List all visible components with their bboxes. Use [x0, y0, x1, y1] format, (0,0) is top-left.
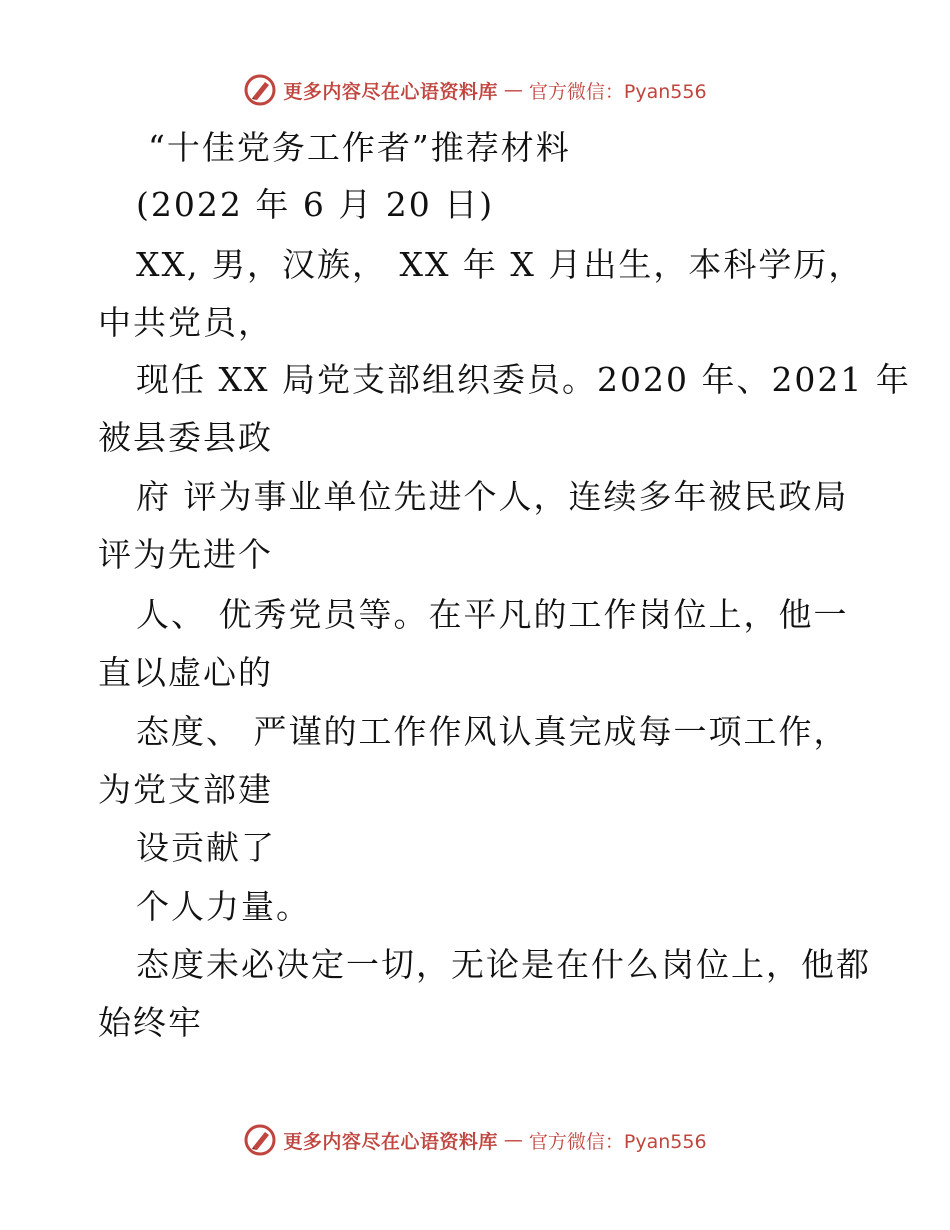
body-line: 个人力量。 — [136, 887, 311, 926]
pen-circle-logo-icon — [243, 1123, 277, 1157]
body-line: 设贡献了 — [136, 828, 276, 867]
body-line: 态度、 严谨的工作作风认真完成每一项工作， — [136, 712, 849, 751]
body-line: XX, 男，汉族， XX 年 X 月出生，本科学历， — [136, 245, 864, 284]
banner-wechat-text: 官方微信：Pyan556 — [528, 80, 707, 103]
pen-circle-logo-icon — [243, 73, 277, 107]
body-line: 人、 优秀党员等。在平凡的工作岗位上，他一 — [136, 595, 849, 634]
body-line: 府 评为事业单位先进个人，连续多年被民政局 — [136, 477, 849, 516]
body-line: 被县委县政 — [98, 418, 273, 457]
body-line: 中共党员， — [98, 303, 273, 342]
document-title: “十佳党务工作者”推荐材料 — [148, 128, 571, 167]
body-line: 评为先进个 — [98, 535, 273, 574]
body-line: 态度未必决定一切，无论是在什么岗位上，他都 — [136, 945, 871, 984]
document-date: (2022 年 6 月 20 日) — [136, 185, 495, 224]
body-line: 现任 XX 局党支部组织委员。2020 年、2021 年 — [136, 360, 911, 399]
body-line: 直以虚心的 — [98, 653, 273, 692]
banner-wechat-text: 官方微信：Pyan556 — [528, 1130, 707, 1153]
banner-main-text: 更多内容尽在心语资料库 — [283, 80, 498, 103]
footer-watermark-banner — [0, 1120, 950, 1160]
banner-dash: — — [503, 1129, 523, 1151]
body-line: 始终牢 — [98, 1003, 203, 1042]
banner-dash: — — [503, 79, 523, 101]
header-watermark-banner — [0, 70, 950, 110]
banner-main-text: 更多内容尽在心语资料库 — [283, 1130, 498, 1153]
body-line: 为党支部建 — [98, 770, 273, 809]
